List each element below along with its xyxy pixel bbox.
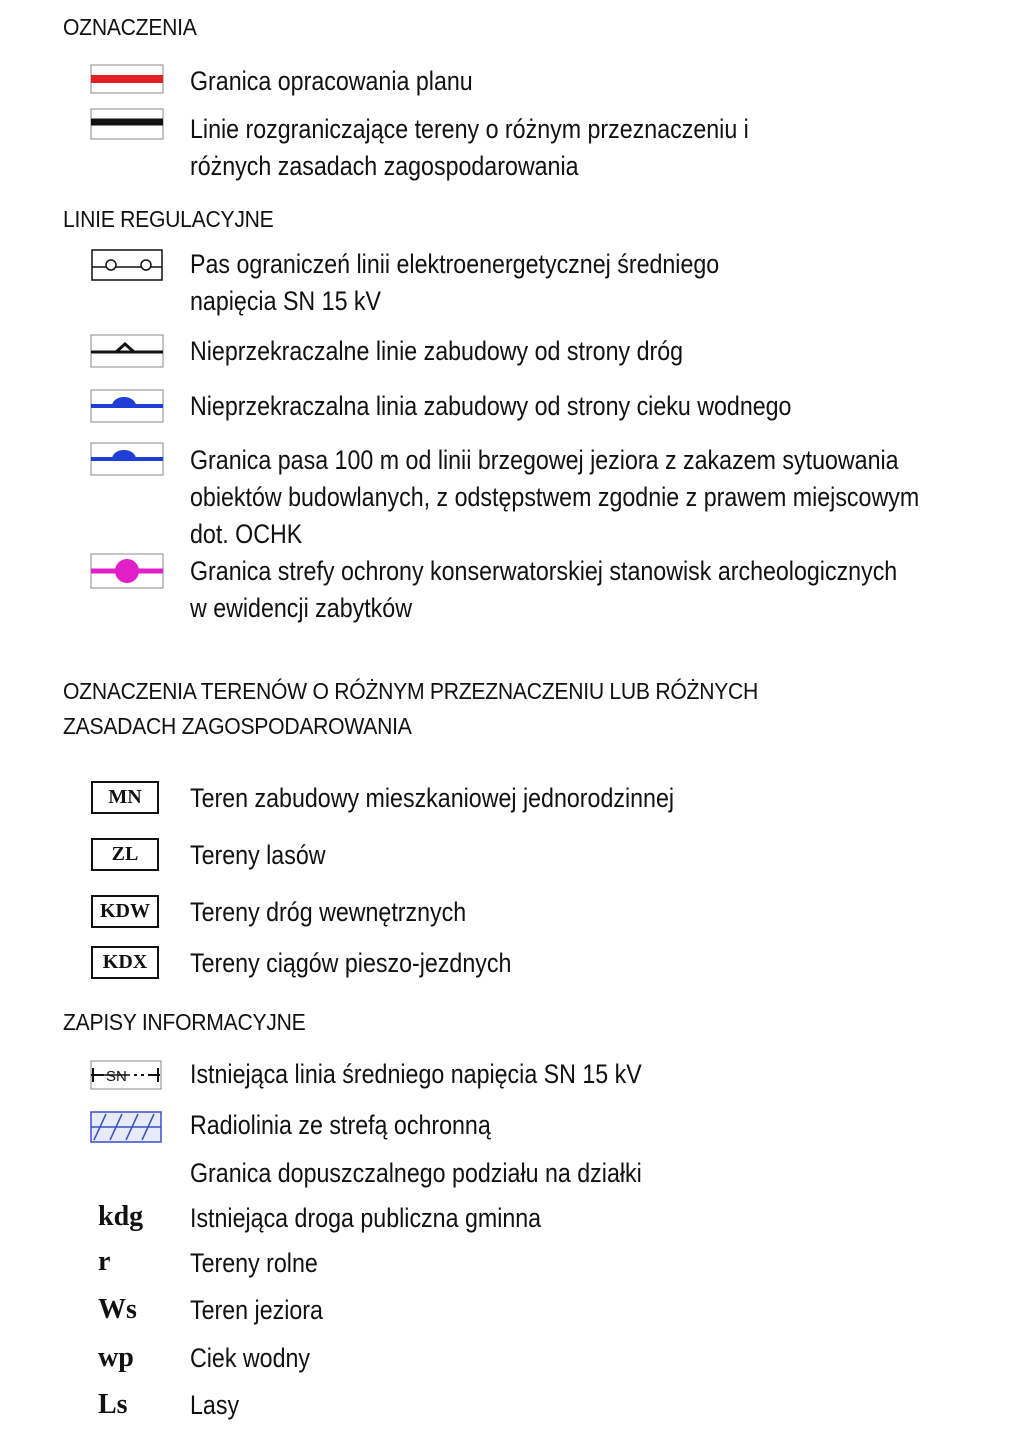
- legend-label: Teren jeziora: [190, 1295, 323, 1325]
- legend-label: Granica opracowania planu: [190, 66, 473, 96]
- legend-label: obiektów budowlanych, z odstępstwem zgodnie z prawem miejscowym: [190, 482, 920, 512]
- legend-label: Granica strefy ochrony konserwatorskiej stanowisk archeologicznych: [190, 556, 898, 586]
- legend-label: dot. OCHK: [190, 519, 303, 549]
- code-box-zl: ZL: [91, 838, 159, 871]
- sn-symbol-text: SN: [106, 1068, 127, 1085]
- radio-link-hatch-symbol: [90, 1110, 164, 1144]
- black-boundary-line-symbol: [90, 108, 164, 140]
- red-boundary-line-symbol: [90, 64, 164, 94]
- sn-power-line-symbol: [90, 1058, 164, 1092]
- legend-label: Tereny dróg wewnętrznych: [190, 897, 467, 927]
- abbr-wp: wp: [98, 1342, 134, 1373]
- abbr-ws: Ws: [98, 1294, 137, 1325]
- legend-label: napięcia SN 15 kV: [190, 286, 382, 316]
- legend-label: Granica dopuszczalnego podziału na działki: [190, 1158, 642, 1188]
- legend-label: Tereny ciągów pieszo-jezdnych: [190, 948, 512, 978]
- legend-label: Nieprzekraczalna linia zabudowy od strony cieku wodnego: [190, 391, 792, 421]
- heading-tereny-cont: ZASADACH ZAGOSPODAROWANIA: [63, 713, 412, 739]
- heading-oznaczenia: OZNACZENIA: [63, 14, 197, 40]
- code-box-kdx: KDX: [91, 946, 159, 979]
- legend-label: Istniejąca linia średniego napięcia SN 15 kV: [190, 1059, 642, 1089]
- code-box-mn: MN: [91, 781, 159, 814]
- archaeological-zone-symbol: [90, 553, 164, 589]
- legend-label: Nieprzekraczalne linie zabudowy od strony dróg: [190, 336, 684, 366]
- legend-label: Granica pasa 100 m od linii brzegowej jeziora z zakazem sytuowania: [190, 445, 899, 475]
- abbr-kdg: kdg: [98, 1201, 144, 1232]
- legend-label: Tereny lasów: [190, 840, 326, 870]
- code-box-kdw: KDW: [91, 895, 159, 928]
- heading-linie-regulacyjne: LINIE REGULACYJNE: [63, 206, 274, 232]
- legend-label: Linie rozgraniczające tereny o różnym przeznaczeniu i: [190, 114, 749, 144]
- heading-tereny: OZNACZENIA TERENÓW O RÓŻNYM PRZEZNACZENIU LUB RÓŻNYCH: [63, 678, 759, 704]
- water-building-line-symbol: [90, 389, 164, 423]
- legend-label: Teren zabudowy mieszkaniowej jednorodzinnej: [190, 783, 675, 813]
- abbr-r: r: [98, 1246, 111, 1277]
- lake-strip-boundary-symbol: [90, 442, 164, 476]
- legend-label: Lasy: [190, 1390, 240, 1420]
- legend-label: różnych zasadach zagospodarowania: [190, 151, 579, 181]
- legend-label: Pas ograniczeń linii elektroenergetycznej średniego: [190, 249, 720, 279]
- legend-label: Radiolinia ze strefą ochronną: [190, 1110, 491, 1140]
- legend-label: Ciek wodny: [190, 1343, 311, 1373]
- legend-label: Istniejąca droga publiczna gminna: [190, 1203, 542, 1233]
- power-line-strip-symbol: [90, 248, 164, 282]
- legend-label: w ewidencji zabytków: [190, 593, 412, 623]
- heading-zapisy: ZAPISY INFORMACYJNE: [63, 1009, 306, 1035]
- legend-label: Tereny rolne: [190, 1248, 318, 1278]
- road-building-line-symbol: [90, 334, 164, 368]
- abbr-ls: Ls: [98, 1389, 128, 1420]
